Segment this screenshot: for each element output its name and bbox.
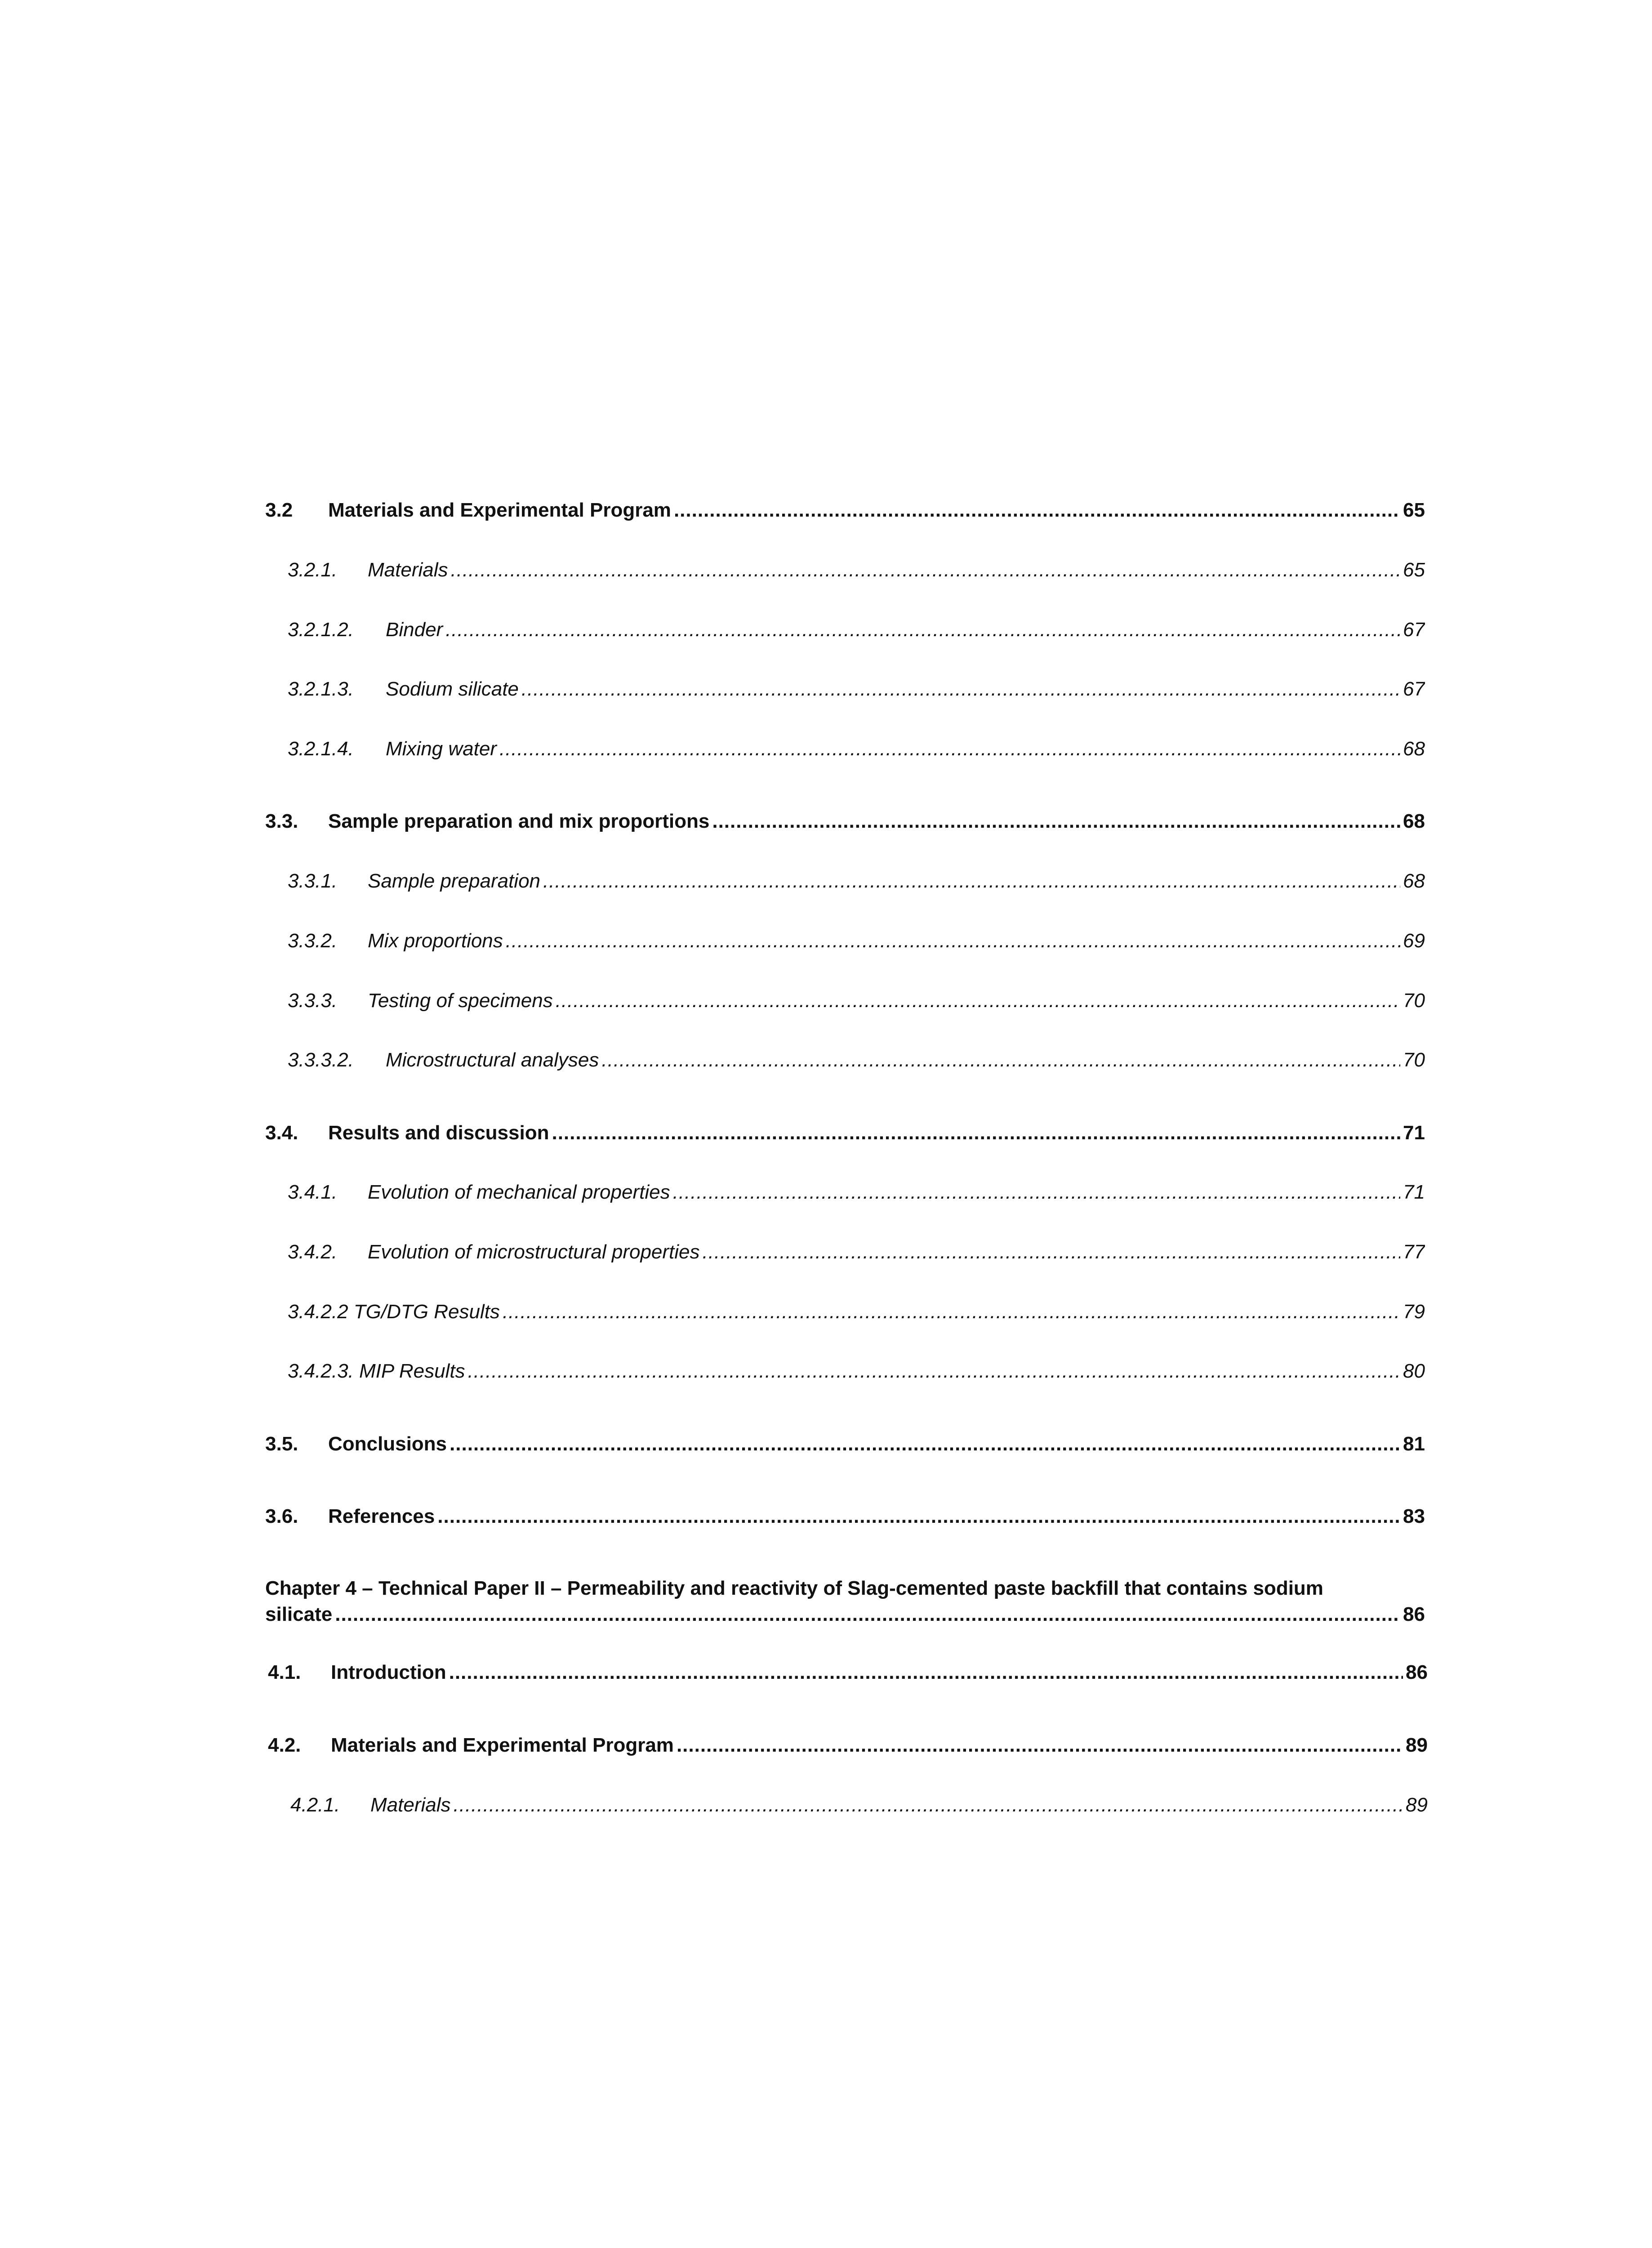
dot-leader [543,870,1400,892]
dot-leader [450,1433,1400,1455]
toc-entry-title: Results and discussion [328,1122,549,1144]
toc-entry-title: 3.4.2.3. MIP Results [288,1360,465,1382]
toc-entry[interactable] [265,499,1425,522]
toc-entry-page: 71 [1403,1122,1425,1144]
toc-entry-page: 65 [1403,559,1425,581]
toc-entry-title: Materials [370,1794,451,1816]
toc-entry-page: 77 [1403,1241,1425,1263]
toc-entry[interactable] [288,990,1425,1012]
toc-entry-title: Sample preparation and mix proportions [328,810,710,832]
toc-entry-number: 3.3. [265,810,298,832]
toc-entry-title: Evolution of microstructural properties [368,1241,700,1263]
toc-entry-page: 89 [1406,1734,1428,1756]
dot-leader [449,1661,1403,1684]
toc-entry-title: Sodium silicate [386,678,519,700]
toc-entry-page: 80 [1403,1360,1425,1382]
toc-entry-number: 3.2 [265,499,293,521]
dot-leader [674,499,1400,522]
dot-leader [335,1603,1400,1626]
toc-entry[interactable] [288,559,1425,581]
dot-leader [468,1360,1401,1383]
toc-entry-page: 67 [1403,619,1425,641]
toc-entry-title: Materials and Experimental Program [328,499,671,521]
toc-entry-page: 86 [1406,1661,1428,1683]
dot-leader [503,1301,1400,1323]
toc-entry-number: 3.4. [265,1122,298,1144]
toc-entry[interactable] [265,1433,1425,1455]
toc-entry-title: Mixing water [386,738,497,760]
dot-leader [712,810,1400,833]
toc-entry-page: 86 [1403,1603,1425,1625]
toc-entry[interactable] [288,1181,1425,1204]
toc-entry[interactable] [268,1661,1428,1684]
dot-leader [552,1122,1400,1144]
toc-entry-number: 3.4.1. [288,1181,338,1203]
toc-entry-page: 70 [1403,1049,1425,1071]
toc-entry-number: 3.5. [265,1433,298,1455]
dot-leader [521,678,1400,700]
toc-entry-title: Materials and Experimental Program [331,1734,674,1756]
toc-entry-number: 4.1. [268,1661,301,1683]
toc-entry-title: Evolution of mechanical properties [368,1181,670,1203]
toc-entry-number: 3.6. [265,1505,298,1527]
toc-entry-number: 3.2.1. [288,559,338,581]
toc-entry-page: 71 [1403,1181,1425,1203]
toc-entry[interactable] [288,1360,1425,1383]
toc-entry-page: 70 [1403,990,1425,1012]
toc-entry-page: 69 [1403,930,1425,952]
toc-entry[interactable] [288,678,1425,700]
toc-entry[interactable] [265,1505,1425,1528]
toc-entry-number: 3.2.1.2. [288,619,354,641]
toc-entry-number: 3.3.1. [288,870,338,892]
dot-leader [437,1505,1400,1528]
toc-entry[interactable] [288,619,1425,641]
toc-entry[interactable] [288,1049,1425,1071]
toc-entry-page: 79 [1403,1301,1425,1323]
toc-entry-page: 68 [1403,738,1425,760]
toc-entry-number: 4.2.1. [290,1794,340,1816]
toc-entry[interactable] [290,1794,1428,1816]
toc-entry-page: 65 [1403,499,1425,521]
dot-leader [454,1794,1403,1816]
toc-entry-page: 89 [1406,1794,1428,1816]
dot-leader [506,930,1400,952]
toc-entry-number: 3.3.2. [288,930,338,952]
toc-entry-title: Materials [368,559,448,581]
toc-entry[interactable] [288,1301,1425,1323]
toc-entry-page: 68 [1403,810,1425,832]
toc-entry-title: Testing of specimens [368,990,553,1012]
toc-entry-number: 3.3.3.2. [288,1049,354,1071]
toc-entry[interactable] [288,930,1425,952]
toc-entry-title: Sample preparation [368,870,541,892]
dot-leader [499,738,1400,760]
toc-entry-title: 3.4.2.2 TG/DTG Results [288,1301,500,1323]
dot-leader [673,1181,1400,1204]
toc-entry-number: 3.4.2. [288,1241,338,1263]
toc-entry[interactable] [268,1734,1428,1757]
toc-entry-title: Conclusions [328,1433,447,1455]
dot-leader [556,990,1400,1012]
toc-entry-title: Introduction [331,1661,446,1683]
dot-leader [703,1241,1401,1263]
toc-entry-number: 3.2.1.3. [288,678,354,700]
toc-entry-page: 67 [1403,678,1425,700]
toc-entry-title: Microstructural analyses [386,1049,599,1071]
dot-leader [601,1049,1400,1071]
toc-entry-page: 68 [1403,870,1425,892]
toc-entry-number: 3.3.3. [288,990,338,1012]
toc-entry-number: 3.2.1.4. [288,738,354,760]
toc-entry-page: 83 [1403,1505,1425,1527]
chapter-title-continuation: silicate [265,1603,333,1625]
chapter-title-line2 [265,1603,1425,1626]
dot-leader [445,619,1400,641]
toc-entry-number: 4.2. [268,1734,301,1756]
toc-entry[interactable] [288,1241,1425,1263]
toc-entry-title: Mix proportions [368,930,503,952]
toc-entry[interactable] [288,870,1425,892]
toc-entry[interactable] [288,738,1425,760]
toc-entry[interactable] [265,1122,1425,1144]
toc-entry[interactable] [265,810,1425,833]
dot-leader [677,1734,1403,1757]
toc-entry-page: 81 [1403,1433,1425,1455]
toc-entry-title: Binder [386,619,443,641]
toc-entry-title: References [328,1505,435,1527]
chapter-title-line1: Chapter 4 – Technical Paper II – Permeability and reactivity of Slag-cemented paste backfill that contains sodium [265,1577,1323,1599]
toc-chapter-entry[interactable] [265,1577,1425,1626]
dot-leader [451,559,1401,581]
